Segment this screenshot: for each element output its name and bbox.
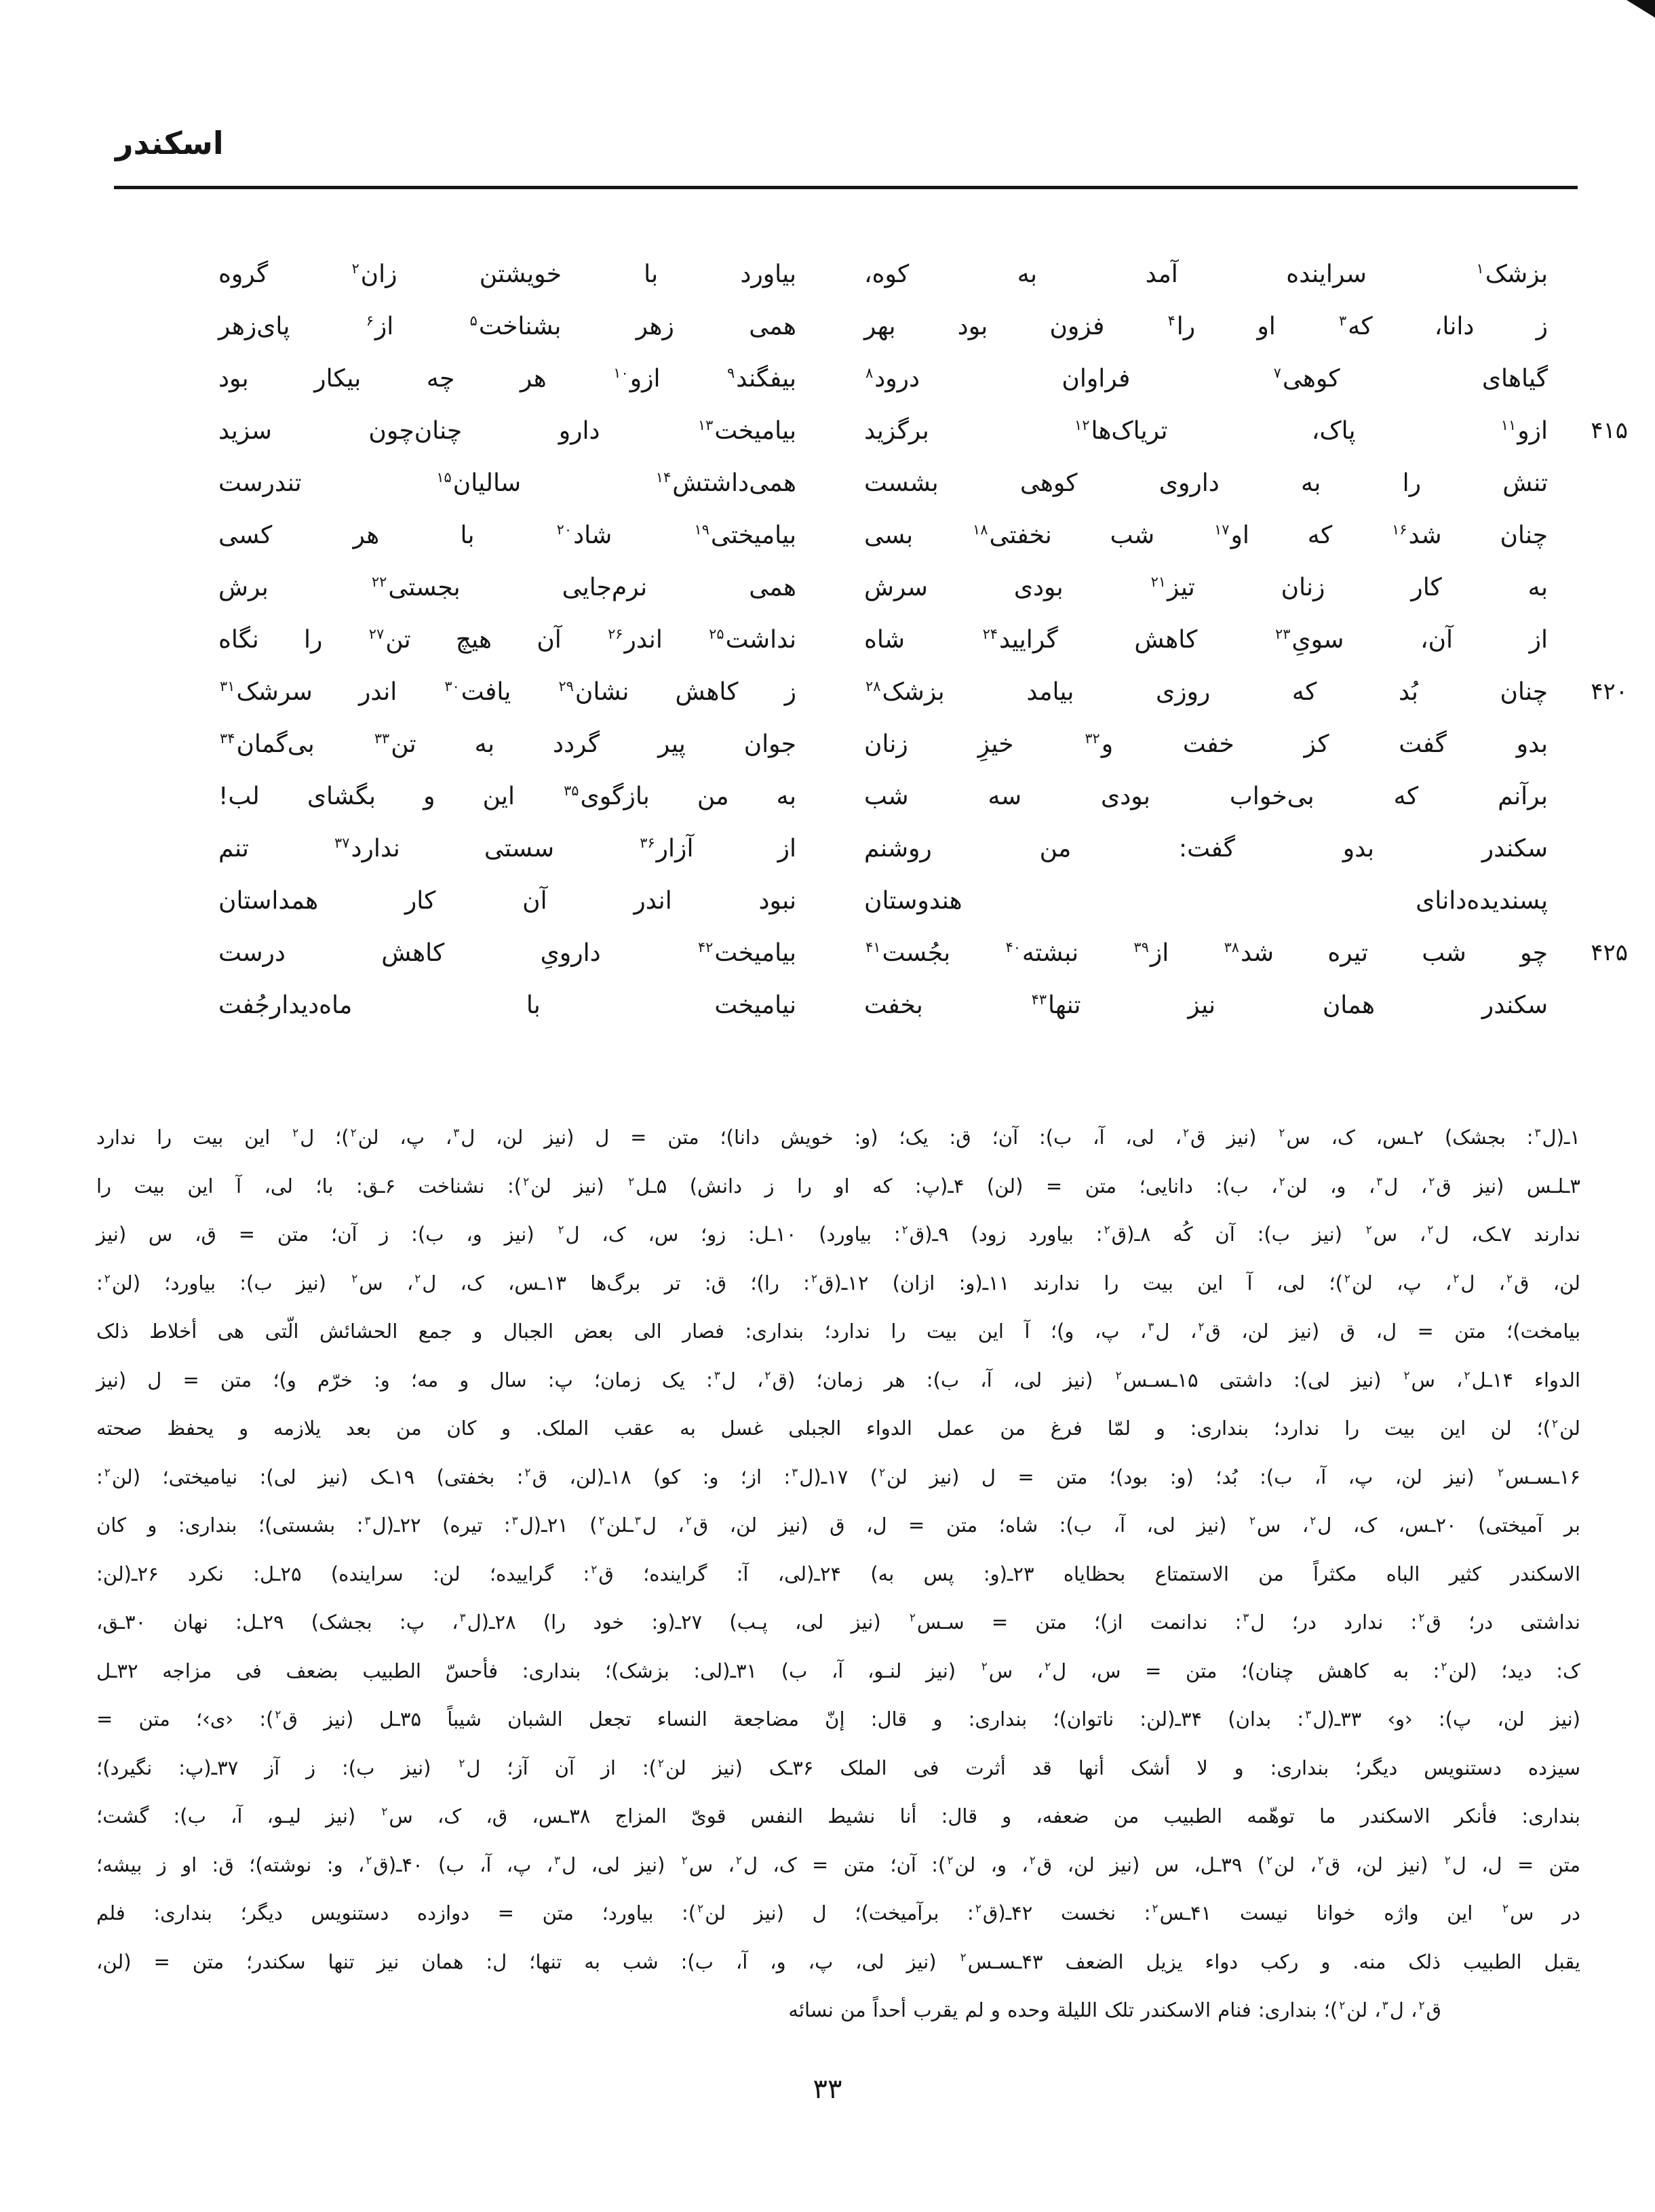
footnote-ref: ۲۹ [558, 678, 574, 694]
footnote-ref: ۲ [350, 1126, 357, 1140]
footnote-ref: ۷ [1273, 365, 1281, 381]
scan-corner-artifact [1627, 0, 1655, 18]
apparatus-line: ۱ـ(ل$^۳$: بجشک) ۲ـس، ک، س$^۲$ (نیز ق$^۲$، لی، آ، ب): آن؛ ق: یک؛ (و: خویش دانا)؛ متن = ل (نیز لن، ل$^۳$، پ، لن$^۲$)؛ ل$^۲$ این بیت را ندارد [96, 1126, 1580, 1149]
apparatus-line: یقبل الطبیب ذلک منه. و رکب دواء یزیل الضعف ۴۳ـسـس$^۲$ (نیز لی، پ، و، آ، ب): شب به تنها؛ ل: همان نیز تنها سکندر؛ متن = (لن، [96, 1950, 1580, 1973]
footnote-ref: ۲ [1279, 1174, 1285, 1188]
running-title: اسکندر [115, 125, 224, 161]
footnote-ref: ۳۶ [640, 835, 655, 851]
footnote-ref: ۲ [1552, 1417, 1559, 1431]
footnote-ref: ۲ [292, 1126, 299, 1140]
hemistich-left: از آزار$^{۳۶}$ سستی ندارد$^{۳۷}$ تنم [218, 835, 796, 863]
page-number: ۳۳ [813, 2074, 842, 2105]
verse-row [218, 875, 1628, 927]
apparatus-line: در س$^۲$ این واژه خوانا نیست ۴۱ـس$^۲$: نخست ۴۲ـ(ق$^۲$: برآمیخت)؛ ل (نیز لن$^۲$): بیاورد؛ متن = دوازده دستنویس دیگر؛ بنداری: فلم [96, 1901, 1580, 1924]
footnote-ref: ۲۰ [556, 521, 572, 538]
hemistich-left: بیامیخت$^{۴۲}$ دارویِ کاهش درست [218, 939, 796, 967]
footnote-ref: ۲ [1344, 1271, 1350, 1285]
footnote-ref: ۲۳ [1274, 626, 1291, 642]
hemistich-right: برآنم که بی‌خواب بودی سه شب [864, 783, 1548, 810]
footnote-ref: ۴۱ [865, 939, 881, 955]
footnote-ref: ۳ [364, 1514, 371, 1528]
apparatus-line: ق$^۲$، ل$^۳$، لن$^۲$)؛ بنداری: فنام الاسکندر تلک اللیلة وحده و لم یقرب أحداً من نسائه [788, 1998, 1441, 2021]
footnote-ref: ۲ [947, 1853, 954, 1867]
footnote-ref: ۲ [1506, 1271, 1513, 1285]
footnote-ref: ۱۲ [1074, 417, 1090, 433]
verse-row [218, 927, 1628, 979]
hemistich-right: تنش را به داروی کوهی بشست [864, 469, 1548, 497]
hemistich-right: چنان شد$^{۱۶}$ که او$^{۱۷}$ شب نخفتی$^{۱۸}$ بسی [864, 521, 1548, 549]
apparatus-line: لن$^۲$)؛ لن این بیت را ندارد؛ بنداری: و لمّا فرغ من عمل الدواء الجبلی غسل به عقب الملک. و کان من بعد یلازمه و یحفظ صحته [96, 1417, 1580, 1440]
footnote-ref: ۲ [735, 1853, 742, 1867]
footnote-ref: ۱۶ [1392, 521, 1407, 538]
apparatus-line: ۱۶ـسـس$^۲$ (نیز لن، پ، آ، ب): بُد؛ (و: بود)؛ متن = ل (نیز لن$^۲$) ۱۷ـ(ل$^۳$: از؛ و: کو) ۱۸ـ(لن، ق$^۲$: بخفتی) ۱۹ـک (نیز لی): نیامیختی؛ (لن$^۲$: [96, 1465, 1580, 1488]
footnote-ref: ۳ [554, 1853, 561, 1867]
footnote-ref: ۲ [1045, 1659, 1051, 1673]
footnote-ref: ۱۸ [973, 521, 988, 538]
hemistich-left: ز کاهش نشان$^{۲۹}$ یافت$^{۳۰}$ اندر سرشک$^{۳۱}$ [220, 678, 796, 706]
hemistich-right: سکندر بدو گفت: من روشنم [864, 835, 1548, 863]
footnote-ref: ۲ [697, 1901, 704, 1916]
header-rule [114, 186, 1578, 189]
footnote-ref: ۳۳ [374, 730, 390, 747]
footnote-ref: ۲ [1317, 1853, 1324, 1867]
verse-row [218, 770, 1628, 823]
footnote-ref: ۱۵ [436, 469, 452, 486]
hemistich-left: همی‌داشتش$^{۱۴}$ سالیان$^{۱۵}$ تندرست [218, 469, 796, 497]
footnote-ref: ۳ [1376, 1174, 1383, 1188]
footnote-ref: ۳۲ [1085, 730, 1100, 747]
footnote-ref: ۲ [879, 1465, 886, 1479]
verse-row [218, 248, 1628, 300]
footnote-ref: ۲ [366, 1853, 372, 1867]
footnote-ref: ۴۰ [1005, 939, 1021, 955]
hemistich-left: نداشت$^{۲۵}$ اندر$^{۲۶}$ آن هیچ تن$^{۲۷}$ را نگاه [218, 626, 797, 654]
footnote-ref: ۲ [764, 1368, 771, 1382]
footnote-ref: ۴۲ [697, 939, 714, 955]
apparatus-line: متن = ل، ل$^۲$ (نیز لن، ق$^۲$، لن$^۲$) ۳۹ـل، س (نیز لن، ق$^۲$، و، لن$^۲$): آن؛ متن = ک، ل$^۲$، س$^۲$ (نیز لی، ل$^۳$، پ، آ، ب) ۴۰ـ(ق$^۲$، و: نوشته)؛ ق: او ز بیشه؛ [96, 1853, 1580, 1876]
footnote-ref: ۳ [714, 1368, 720, 1382]
apparatus-line: نداشتی در؛ ق$^۲$: ندارد در؛ ل$^۳$: ندانمت از)؛ متن = سـس$^۲$ (نیز لی، پـب) ۲۷ـ(و: خود را) ۲۸ـ(ل$^۳$، پ: بجشک) ۲۹ـل: نهان ۳۰ـق، [96, 1611, 1580, 1634]
footnote-ref: ۲۴ [982, 626, 998, 642]
hemistich-right: چو شب تیره شد$^{۳۸}$ از$^{۳۹}$ نبشته$^{۴۰}$ بجُست$^{۴۱}$ [865, 939, 1548, 967]
footnote-ref: ۲۲ [371, 574, 387, 590]
footnote-ref: ۶ [366, 313, 374, 329]
footnote-ref: ۲ [981, 1659, 988, 1673]
apparatus-line: سیزده دستنویس دیگر؛ بنداری: و لا أشک أنها قد أثرت فی الملک ۳۶ـک (نیز لن$^۲$): از آن آز؛ ل$^۲$ (نیز ب): ز آز ۳۷ـ(پ: نگیرد)؛ [96, 1756, 1580, 1779]
footnote-ref: ۲ [351, 1271, 358, 1285]
hemistich-left: جوان پیر گردد به تن$^{۳۳}$ بی‌گمان$^{۳۴}$ [220, 730, 797, 758]
hemistich-left: نیامیخت با ماه‌دیدارجُفت [218, 991, 796, 1019]
apparatus-line: بنداری: فأنکر الاسکندر ما توهّمه الطبیب من ضعفه، و قال: أنا نشیط النفس قویّ المزاج ۳۸ـس، ق، ک، س$^۲$ (نیز لیـو، آ، ب): گشت؛ [96, 1804, 1581, 1828]
footnote-ref: ۲ [598, 1514, 605, 1528]
hemistich-right: سکندر همان نیز تنها$^{۴۳}$ بخفت [864, 991, 1548, 1019]
footnote-ref: ۱۷ [1214, 521, 1230, 538]
footnote-ref: ۲ [1152, 1901, 1158, 1916]
footnote-ref: ۲ [960, 1950, 967, 1964]
footnote-ref: ۲ [104, 1271, 111, 1285]
footnote-ref: ۲ [1502, 1901, 1508, 1916]
apparatus-line: الاسکندر کثیر الباه مکثراً من الاستمتاع بحظایاه ۲۳ـ(و: پس به) ۲۴ـ(لی، آ: گراینده؛ ق$^۲$: گراییده؛ لن: سراینده) ۲۵ـل: نکرد ۲۶ـ(لن: [96, 1562, 1581, 1585]
footnote-ref: ۲ [909, 1611, 916, 1625]
footnote-ref: ۲ [1441, 1659, 1447, 1673]
footnote-ref: ۲ [1403, 1368, 1410, 1382]
footnote-ref: ۲ [1497, 1465, 1504, 1479]
hemistich-right: ازو$^{۱۱}$ پاک، تریاک‌ها$^{۱۲}$ برگزید [864, 417, 1548, 445]
footnote-ref: ۴ [1167, 313, 1175, 329]
hemistich-left: بیامیخت$^{۱۳}$ دارو چنان‌چون سزید [218, 417, 796, 445]
footnote-ref: ۲ [275, 1707, 281, 1722]
footnote-ref: ۲ [591, 1562, 598, 1576]
hemistich-right: پسندیده‌دانای هندوستان [864, 887, 1548, 915]
footnote-ref: ۲ [1427, 1223, 1434, 1237]
footnote-ref: ۲ [811, 1271, 817, 1285]
hemistich-left: همی نرم‌جایی بجستی$^{۲۲}$ برش [218, 574, 796, 601]
footnote-ref: ۸ [865, 365, 874, 381]
hemistich-left: نبود اندر آن کار همداستان [218, 887, 796, 915]
footnote-ref: ۲ [1310, 1514, 1317, 1528]
footnote-ref: ۳۴ [220, 730, 235, 747]
hemistich-right: ز دانا، که$^۳$ او را$^۴$ فزون بود بهر [864, 313, 1548, 340]
verse-row [218, 718, 1628, 770]
footnote-ref: ۲ [975, 1901, 981, 1916]
footnote-ref: ۳ [1534, 1126, 1541, 1140]
apparatus-line: بیامخت)؛ متن = ل، ق (نیز لن، ق$^۲$، ل$^۳$، پ، و)؛ آ این بیت را ندارد؛ بنداری: فصار الی بعض الجبال و جمع الحشائش الّتی هی أخلاط ذلک [96, 1320, 1581, 1343]
hemistich-right: از آن، سویِ$^{۲۳}$ کاهش گرایید$^{۲۴}$ شاه [864, 626, 1548, 654]
hemistich-left: بیامیختی$^{۱۹}$ شاد$^{۲۰}$ با هر کسی [218, 521, 796, 549]
verse-row [218, 561, 1628, 614]
footnote-ref: ۳ [1382, 1998, 1388, 2013]
footnote-ref: ۲ [1182, 1126, 1190, 1140]
footnote-ref: ۳ [634, 1514, 641, 1528]
apparatus-line: ندارند ۷ـک، ل$^۲$، س$^۲$ (نیز ب): آن کُه ۸ـ(ق$^۲$: بیاورد زود) ۹ـ(ق$^۲$: بیاورد) ۱۰ـل: زو؛ س، ک، ل$^۲$ (نیز و، ب): ز آن؛ متن = ق، س (نیز [96, 1223, 1581, 1246]
footnote-ref: ۱۴ [655, 469, 671, 486]
footnote-ref: ۱۳ [697, 417, 714, 433]
footnote-ref: ۲ [558, 1223, 564, 1237]
footnote-ref: ۲ [1418, 1998, 1425, 2013]
hemistich-right: بدو گفت کز خفت و$^{۳۲}$ خیزِ زنان [864, 730, 1548, 758]
footnote-ref: ۲۷ [368, 626, 385, 642]
footnote-ref: ۲ [1266, 1853, 1273, 1867]
hemistich-right: به کار زنان تیز$^{۲۱}$ بودی سرش [864, 574, 1549, 601]
footnote-ref: ۲ [1444, 1853, 1451, 1867]
verse-number: ۴۱۵ [1591, 417, 1628, 444]
footnote-ref: ۹ [727, 365, 735, 381]
footnote-ref: ۳۰ [444, 678, 460, 694]
verse-row [218, 300, 1628, 353]
apparatus-line: بر آمیختی) ۲۰ـس، ک، ل$^۲$، س$^۲$ (نیز لی، آ، ب): شاه؛ متن = ل، ق (نیز لن، ق$^۲$، ل$^۳$ـلن$^۲$) ۲۱ـ(ل$^۳$: تیره) ۲۲ـ(ل$^۳$: بشستی)؛ بنداری: و کان [96, 1514, 1580, 1537]
footnote-ref: ۲ [628, 1174, 635, 1188]
apparatus-line: ک: دید؛ (لن$^۲$: به کاهش چنان)؛ متن = س، ل$^۲$، س$^۲$ (نیز لنـو، آ، ب) ۳۱ـ(لی: بزشک)؛ بنداری: فأحسّ الطبیب بضعف فی مزاجه ۳۲ـل [96, 1659, 1580, 1682]
footnote-ref: ۲ [1249, 1514, 1255, 1528]
apparatus-line: لن، ق$^۲$، ل$^۲$، پ، لن$^۲$)؛ لی، آ این بیت را ندارند ۱۱ـ(و: ازان) ۱۲ـ(ق$^۲$: را)؛ ق: تر برگ‌ها ۱۳ـس، ک، ل$^۲$، س$^۲$ (نیز ب): بیاورد؛ (لن$^۲$: [96, 1271, 1580, 1295]
verse-row [218, 614, 1628, 666]
footnote-ref: ۲ [1115, 1368, 1122, 1382]
footnote-ref: ۲ [657, 1756, 664, 1770]
footnote-ref: ۲ [1365, 1223, 1372, 1237]
footnote-ref: ۱۱ [1500, 417, 1517, 433]
apparatus-line: ۳ـلـس (نیز ق$^۲$، ل$^۳$، و، لن$^۲$، ب): دانایی؛ متن = (لن) ۴ـ(پ: که او را ز دانش) ۵ـل$^۲$ (نیز لن$^۲$): نشناخت ۶ـق: با؛ لی، آ این بیت را [96, 1174, 1580, 1198]
footnote-ref: ۲۶ [608, 626, 623, 642]
footnote-ref: ۲۸ [865, 678, 881, 694]
footnote-ref: ۲ [1104, 1223, 1110, 1237]
apparatus-line: الدواء ۱۴ـل$^۲$، س$^۲$ (نیز لی): داشتی ۱۵ـسـس$^۲$ (نیز لی، آ، ب): هر زمان؛ (ق$^۲$، ل$^۳$: یک زمان؛ پ: سال و مه؛ و: خرّم و)؛ متن = ل (نیز [96, 1368, 1581, 1391]
footnote-ref: ۲ [459, 1756, 465, 1770]
footnote-ref: ۳۷ [334, 835, 350, 851]
footnote-ref: ۲ [1453, 1271, 1460, 1285]
footnote-ref: ۳ [459, 1611, 466, 1625]
footnote-ref: ۲ [901, 1223, 908, 1237]
hemistich-right: گیاهای کوهی$^۷$ فراوان درود$^۸$ [865, 365, 1548, 393]
footnote-ref: ۲ [1464, 1368, 1471, 1382]
apparatus-block [96, 1113, 1580, 2035]
footnote-ref: ۱۹ [694, 521, 709, 538]
footnote-ref: ۲ [1279, 1126, 1285, 1140]
footnote-ref: ۳ [511, 1514, 518, 1528]
footnote-ref: ۲ [1428, 1174, 1435, 1188]
footnote-ref: ۲۱ [1150, 574, 1166, 590]
hemistich-left: به من بازگوی$^{۳۵}$ این و بگشای لب! [218, 783, 797, 810]
footnote-ref: ۲ [681, 1853, 688, 1867]
footnote-ref: ۲ [1198, 1320, 1205, 1334]
footnote-ref: ۲ [414, 1271, 421, 1285]
verse-number: ۴۲۵ [1591, 939, 1628, 966]
footnote-ref: ۲ [1339, 1998, 1346, 2013]
apparatus-line: (نیز لن، پ): ‹و› ۳۳ـ(ل$^۳$: بدان) ۳۴ـ(لن: ناتوان)؛ بنداری: و قال: إنّ مضاجعة النساء تجعل الشبان شیباً ۳۵ـل (نیز ق$^۲$): ‹ی›؛ متن = [96, 1707, 1580, 1731]
footnote-ref: ۳ [453, 1126, 460, 1140]
verse-row [218, 979, 1628, 1031]
footnote-ref: ۲ [685, 1514, 692, 1528]
hemistich-left: بیفگند$^۹$ ازو$^{۱۰}$ هر چه بیکار بود [218, 365, 796, 393]
footnote-ref: ۲ [1418, 1611, 1425, 1625]
verse-number: ۴۲۰ [1591, 678, 1628, 705]
verse-row [218, 666, 1628, 718]
footnote-ref: ۳۸ [1224, 939, 1239, 955]
footnote-ref: ۲ [351, 260, 359, 277]
footnote-ref: ۳۹ [1133, 939, 1149, 955]
hemistich-right: بزشک$^۱$ سراینده آمد به کوه، [864, 260, 1548, 288]
footnote-ref: ۴۳ [1031, 991, 1047, 1008]
footnote-ref: ۱۰ [613, 365, 629, 381]
footnote-ref: ۲ [104, 1465, 111, 1479]
verse-row [218, 457, 1628, 509]
footnote-ref: ۳ [1338, 313, 1347, 329]
hemistich-left: بیاورد با خویشتن زان$^۲$ گروه [218, 260, 796, 288]
verse-row [218, 509, 1628, 561]
footnote-ref: ۲۵ [709, 626, 724, 642]
verse-row [218, 353, 1628, 405]
footnote-ref: ۲ [381, 1804, 388, 1819]
footnote-ref: ۳۵ [564, 783, 579, 799]
footnote-ref: ۲ [524, 1465, 531, 1479]
footnote-ref: ۱ [1476, 260, 1484, 277]
footnote-ref: ۳ [792, 1465, 798, 1479]
footnote-ref: ۵ [469, 313, 478, 329]
verse-row [218, 405, 1628, 457]
footnote-ref: ۳ [1243, 1611, 1249, 1625]
footnote-ref: ۳ [1305, 1707, 1312, 1722]
footnote-ref: ۳۱ [220, 678, 235, 694]
hemistich-right: چنان بُد که روزی بیامد بزشک$^{۲۸}$ [865, 678, 1548, 706]
verse-block [218, 248, 1628, 1031]
footnote-ref: ۲ [1029, 1853, 1036, 1867]
verse-row [218, 823, 1628, 875]
hemistich-left: همی زهر بشناخت$^۵$ از$^۶$ پای‌زهر [218, 313, 796, 340]
footnote-ref: ۲ [523, 1174, 530, 1188]
footnote-ref: ۳ [1148, 1320, 1154, 1334]
